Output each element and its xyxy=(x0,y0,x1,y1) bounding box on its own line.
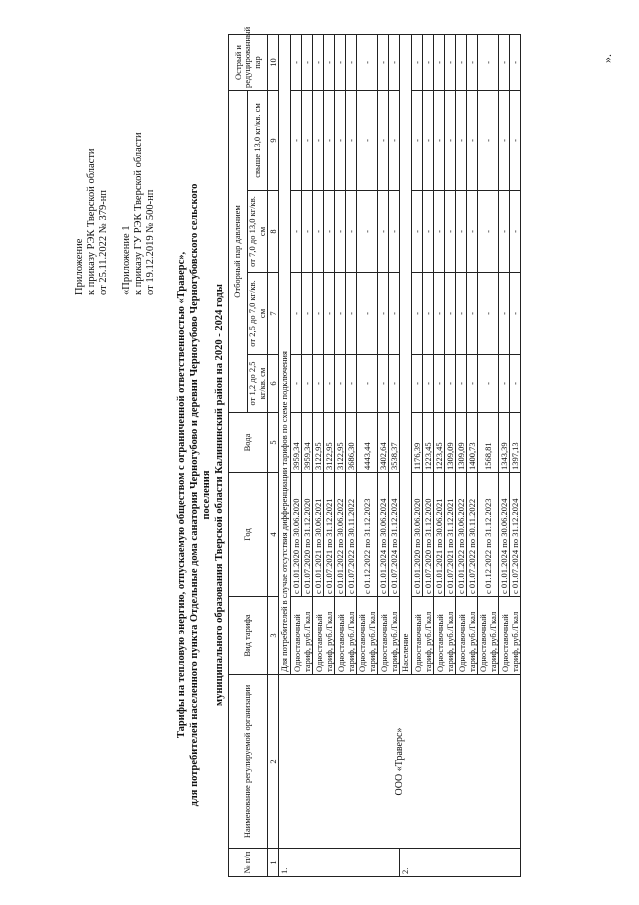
dash-cell: - xyxy=(478,273,499,355)
dash-cell: - xyxy=(499,273,510,355)
document-title xyxy=(176,165,226,825)
header-sharp-steam: Острый и редуцированный пар xyxy=(229,34,268,90)
period-cell: с 01.07.2022 по 30.11.2022 xyxy=(346,473,357,597)
dash-cell: - xyxy=(346,90,357,190)
dash-cell: - xyxy=(313,273,324,355)
column-number: 8 xyxy=(268,191,279,273)
approval-line: к приказу ГУ РЭК Тверской области xyxy=(133,132,144,295)
section-row xyxy=(279,34,291,876)
dash-cell: - xyxy=(378,34,389,90)
dash-cell: - xyxy=(291,34,302,90)
water-value: 1397,13 xyxy=(510,413,521,473)
dash-cell: - xyxy=(346,34,357,90)
dash-cell: - xyxy=(324,273,335,355)
dash-cell: - xyxy=(423,355,434,413)
dash-cell: - xyxy=(423,191,434,273)
dash-cell: - xyxy=(313,90,324,190)
approval-block xyxy=(74,25,168,295)
dash-cell: - xyxy=(357,34,378,90)
dash-cell: - xyxy=(456,90,467,190)
header-tariff-type: Вид тарифа xyxy=(229,597,268,675)
dash-cell: - xyxy=(510,273,521,355)
dash-cell: - xyxy=(378,355,389,413)
dash-cell: - xyxy=(357,90,378,190)
dash-cell: - xyxy=(510,34,521,90)
section-number: 2. xyxy=(400,849,521,877)
dash-cell: - xyxy=(510,90,521,190)
column-number: 10 xyxy=(268,34,279,90)
section-title: Для потребителей в случае отсутствия дифференциации тарифов по схеме подключения xyxy=(279,34,291,674)
dash-cell: - xyxy=(423,34,434,90)
dash-cell: - xyxy=(478,355,499,413)
dash-cell: - xyxy=(357,191,378,273)
tariff-table xyxy=(228,26,521,877)
dash-cell: - xyxy=(335,34,346,90)
dash-cell: - xyxy=(291,273,302,355)
approval-line: Приложение xyxy=(74,238,85,295)
tariff-type: Одноставочный тариф, руб./Гкал xyxy=(378,597,400,675)
period-cell: с 01.01.2021 по 30.06.2021 xyxy=(434,473,445,597)
tariff-table-wrapper xyxy=(228,26,521,877)
table-body xyxy=(279,34,521,876)
water-value: 1223,45 xyxy=(423,413,434,473)
period-cell: с 01.07.2021 по 31.12.2021 xyxy=(324,473,335,597)
header-num: № п/п xyxy=(229,849,268,877)
dash-cell: - xyxy=(467,90,478,190)
dash-cell: - xyxy=(445,34,456,90)
water-value: 3538,37 xyxy=(389,413,400,473)
dash-cell: - xyxy=(467,273,478,355)
dash-cell: - xyxy=(378,191,389,273)
dash-cell: - xyxy=(445,191,456,273)
header-org: Наименование регулируемой организации xyxy=(229,675,268,849)
dash-cell: - xyxy=(389,191,400,273)
dash-cell: - xyxy=(499,90,510,190)
dash-cell: - xyxy=(499,34,510,90)
period-cell: с 01.07.2024 по 31.12.2024 xyxy=(510,473,521,597)
dash-cell: - xyxy=(434,273,445,355)
column-number: 7 xyxy=(268,273,279,355)
period-cell: с 01.07.2020 по 31.12.2020 xyxy=(302,473,313,597)
water-value: 1568,81 xyxy=(478,413,499,473)
column-number: 3 xyxy=(268,597,279,675)
tariff-type: Одноставочный тариф, руб./Гкал xyxy=(478,597,499,675)
dash-cell: - xyxy=(302,191,313,273)
dash-cell: - xyxy=(357,273,378,355)
dash-cell: - xyxy=(510,355,521,413)
dash-cell: - xyxy=(302,90,313,190)
tariff-type: Одноставочный тариф, руб./Гкал xyxy=(291,597,313,675)
dash-cell: - xyxy=(456,34,467,90)
dash-cell: - xyxy=(434,191,445,273)
dash-cell: - xyxy=(412,90,423,190)
dash-cell: - xyxy=(302,273,313,355)
dash-cell: - xyxy=(499,355,510,413)
dash-cell: - xyxy=(478,191,499,273)
dash-cell: - xyxy=(378,273,389,355)
dash-cell: - xyxy=(313,191,324,273)
dash-cell: - xyxy=(335,355,346,413)
header-steam-2: от 2,5 до 7,0 кг/кв. см xyxy=(248,273,268,355)
tariff-type: Одноставочный тариф, руб./Гкал xyxy=(313,597,335,675)
dash-cell: - xyxy=(389,34,400,90)
dash-cell: - xyxy=(478,90,499,190)
period-cell: с 01.01.2024 по 30.06.2024 xyxy=(499,473,510,597)
dash-cell: - xyxy=(291,355,302,413)
dash-cell: - xyxy=(456,355,467,413)
column-number: 1 xyxy=(268,849,279,877)
header-year: Год xyxy=(229,473,268,597)
water-value: 3122,95 xyxy=(324,413,335,473)
dash-cell: - xyxy=(412,191,423,273)
period-cell: с 01.01.2022 по 30.06.2022 xyxy=(456,473,467,597)
water-value: 1223,45 xyxy=(434,413,445,473)
tariff-type: Одноставочный тариф, руб./Гкал xyxy=(434,597,456,675)
dash-cell: - xyxy=(467,191,478,273)
dash-cell: - xyxy=(412,273,423,355)
tariff-type: Одноставочный тариф, руб./Гкал xyxy=(412,597,434,675)
dash-cell: - xyxy=(434,90,445,190)
period-cell: с 01.12.2022 по 31.12.2023 xyxy=(357,473,378,597)
dash-cell: - xyxy=(434,355,445,413)
water-value: 3959,34 xyxy=(302,413,313,473)
period-cell: с 01.01.2020 по 30.06.2020 xyxy=(412,473,423,597)
period-cell: с 01.07.2021 по 31.12.2021 xyxy=(445,473,456,597)
title-line: Тарифы на тепловую энергию, отпускаемую обществом с ограниченной ответственностью «Траверс», xyxy=(176,251,187,739)
dash-cell: - xyxy=(389,90,400,190)
period-cell: с 01.07.2024 по 31.12.2024 xyxy=(389,473,400,597)
dash-cell: - xyxy=(510,191,521,273)
dash-cell: - xyxy=(445,355,456,413)
header-steam-4: свыше 13,0 кг/кв. см xyxy=(248,90,268,190)
section-title: Население xyxy=(400,34,412,674)
period-cell: с 01.01.2021 по 30.06.2021 xyxy=(313,473,324,597)
header-water: Вода xyxy=(229,413,268,473)
column-number: 6 xyxy=(268,355,279,413)
water-value: 1176,39 xyxy=(412,413,423,473)
dash-cell: - xyxy=(291,90,302,190)
dash-cell: - xyxy=(456,191,467,273)
dash-cell: - xyxy=(423,273,434,355)
dash-cell: - xyxy=(324,191,335,273)
water-value: 3122,95 xyxy=(335,413,346,473)
title-line: для потребителей населенного пункта Отдельные дома санатория Черногубово и деревни Черногубово Черногубовского сельского поселения xyxy=(188,183,212,807)
dash-cell: - xyxy=(478,34,499,90)
dash-cell: - xyxy=(291,191,302,273)
dash-cell: - xyxy=(434,34,445,90)
dash-cell: - xyxy=(467,355,478,413)
water-value: 1309,09 xyxy=(445,413,456,473)
dash-cell: - xyxy=(335,273,346,355)
tariff-type: Одноставочный тариф, руб./Гкал xyxy=(357,597,378,675)
tariff-type: Одноставочный тариф, руб./Гкал xyxy=(335,597,357,675)
approval-line: от 25.11.2022 № 379-нп xyxy=(98,190,109,295)
period-cell: с 01.01.2022 по 30.06.2022 xyxy=(335,473,346,597)
dash-cell: - xyxy=(335,191,346,273)
dash-cell: - xyxy=(324,34,335,90)
dash-cell: - xyxy=(313,355,324,413)
dash-cell: - xyxy=(324,355,335,413)
dash-cell: - xyxy=(346,273,357,355)
dash-cell: - xyxy=(445,273,456,355)
water-value: 4443,44 xyxy=(357,413,378,473)
water-value: 3959,34 xyxy=(291,413,302,473)
dash-cell: - xyxy=(412,355,423,413)
dash-cell: - xyxy=(302,355,313,413)
dash-cell: - xyxy=(346,191,357,273)
column-number: 2 xyxy=(268,675,279,849)
header-steam-group: Отборный пар давлением xyxy=(229,90,248,412)
approval-line: от 19.12.2019 № 500-нп xyxy=(145,189,156,295)
dash-cell: - xyxy=(499,191,510,273)
period-cell: с 01.01.2020 по 30.06.2020 xyxy=(291,473,302,597)
period-cell: с 01.01.2024 по 30.06.2024 xyxy=(378,473,389,597)
dash-cell: - xyxy=(378,90,389,190)
period-cell: с 01.07.2022 по 30.11.2022 xyxy=(467,473,478,597)
tariff-type: Одноставочный тариф, руб./Гкал xyxy=(499,597,521,675)
column-numbers-row xyxy=(268,34,279,876)
dash-cell: - xyxy=(467,34,478,90)
header-steam-3: от 7,0 до 13,0 кг/кв. см xyxy=(248,191,268,273)
column-number: 9 xyxy=(268,90,279,190)
dash-cell: - xyxy=(324,90,335,190)
dash-cell: - xyxy=(389,273,400,355)
period-cell: с 01.12.2022 по 31.12.2023 xyxy=(478,473,499,597)
dash-cell: - xyxy=(346,355,357,413)
tariff-type: Одноставочный тариф, руб./Гкал xyxy=(456,597,478,675)
approval-line: «Приложение 1 xyxy=(121,225,132,295)
dash-cell: - xyxy=(456,273,467,355)
approval-line: к приказу РЭК Тверской области xyxy=(86,148,97,295)
title-line: муниципального образования Тверской области Калининский район на 2020 - 2024 годы xyxy=(213,284,225,706)
dash-cell: - xyxy=(389,355,400,413)
dash-cell: - xyxy=(445,90,456,190)
closing-mark: ». xyxy=(600,54,614,63)
period-cell: с 01.07.2020 по 31.12.2020 xyxy=(423,473,434,597)
column-number: 4 xyxy=(268,473,279,597)
dash-cell: - xyxy=(423,90,434,190)
dash-cell: - xyxy=(313,34,324,90)
dash-cell: - xyxy=(357,355,378,413)
dash-cell: - xyxy=(335,90,346,190)
water-value: 3122,95 xyxy=(313,413,324,473)
dash-cell: - xyxy=(302,34,313,90)
section-number: 1. xyxy=(279,849,400,877)
water-value: 1309,09 xyxy=(456,413,467,473)
water-value: 1343,39 xyxy=(499,413,510,473)
water-value: 1400,73 xyxy=(467,413,478,473)
water-value: 3686,30 xyxy=(346,413,357,473)
organization-name: ООО «Траверс» xyxy=(279,675,521,849)
water-value: 3402,64 xyxy=(378,413,389,473)
header-steam-1: от 1,2 до 2,5 кг/кв. см xyxy=(248,355,268,413)
column-number: 5 xyxy=(268,413,279,473)
dash-cell: - xyxy=(412,34,423,90)
